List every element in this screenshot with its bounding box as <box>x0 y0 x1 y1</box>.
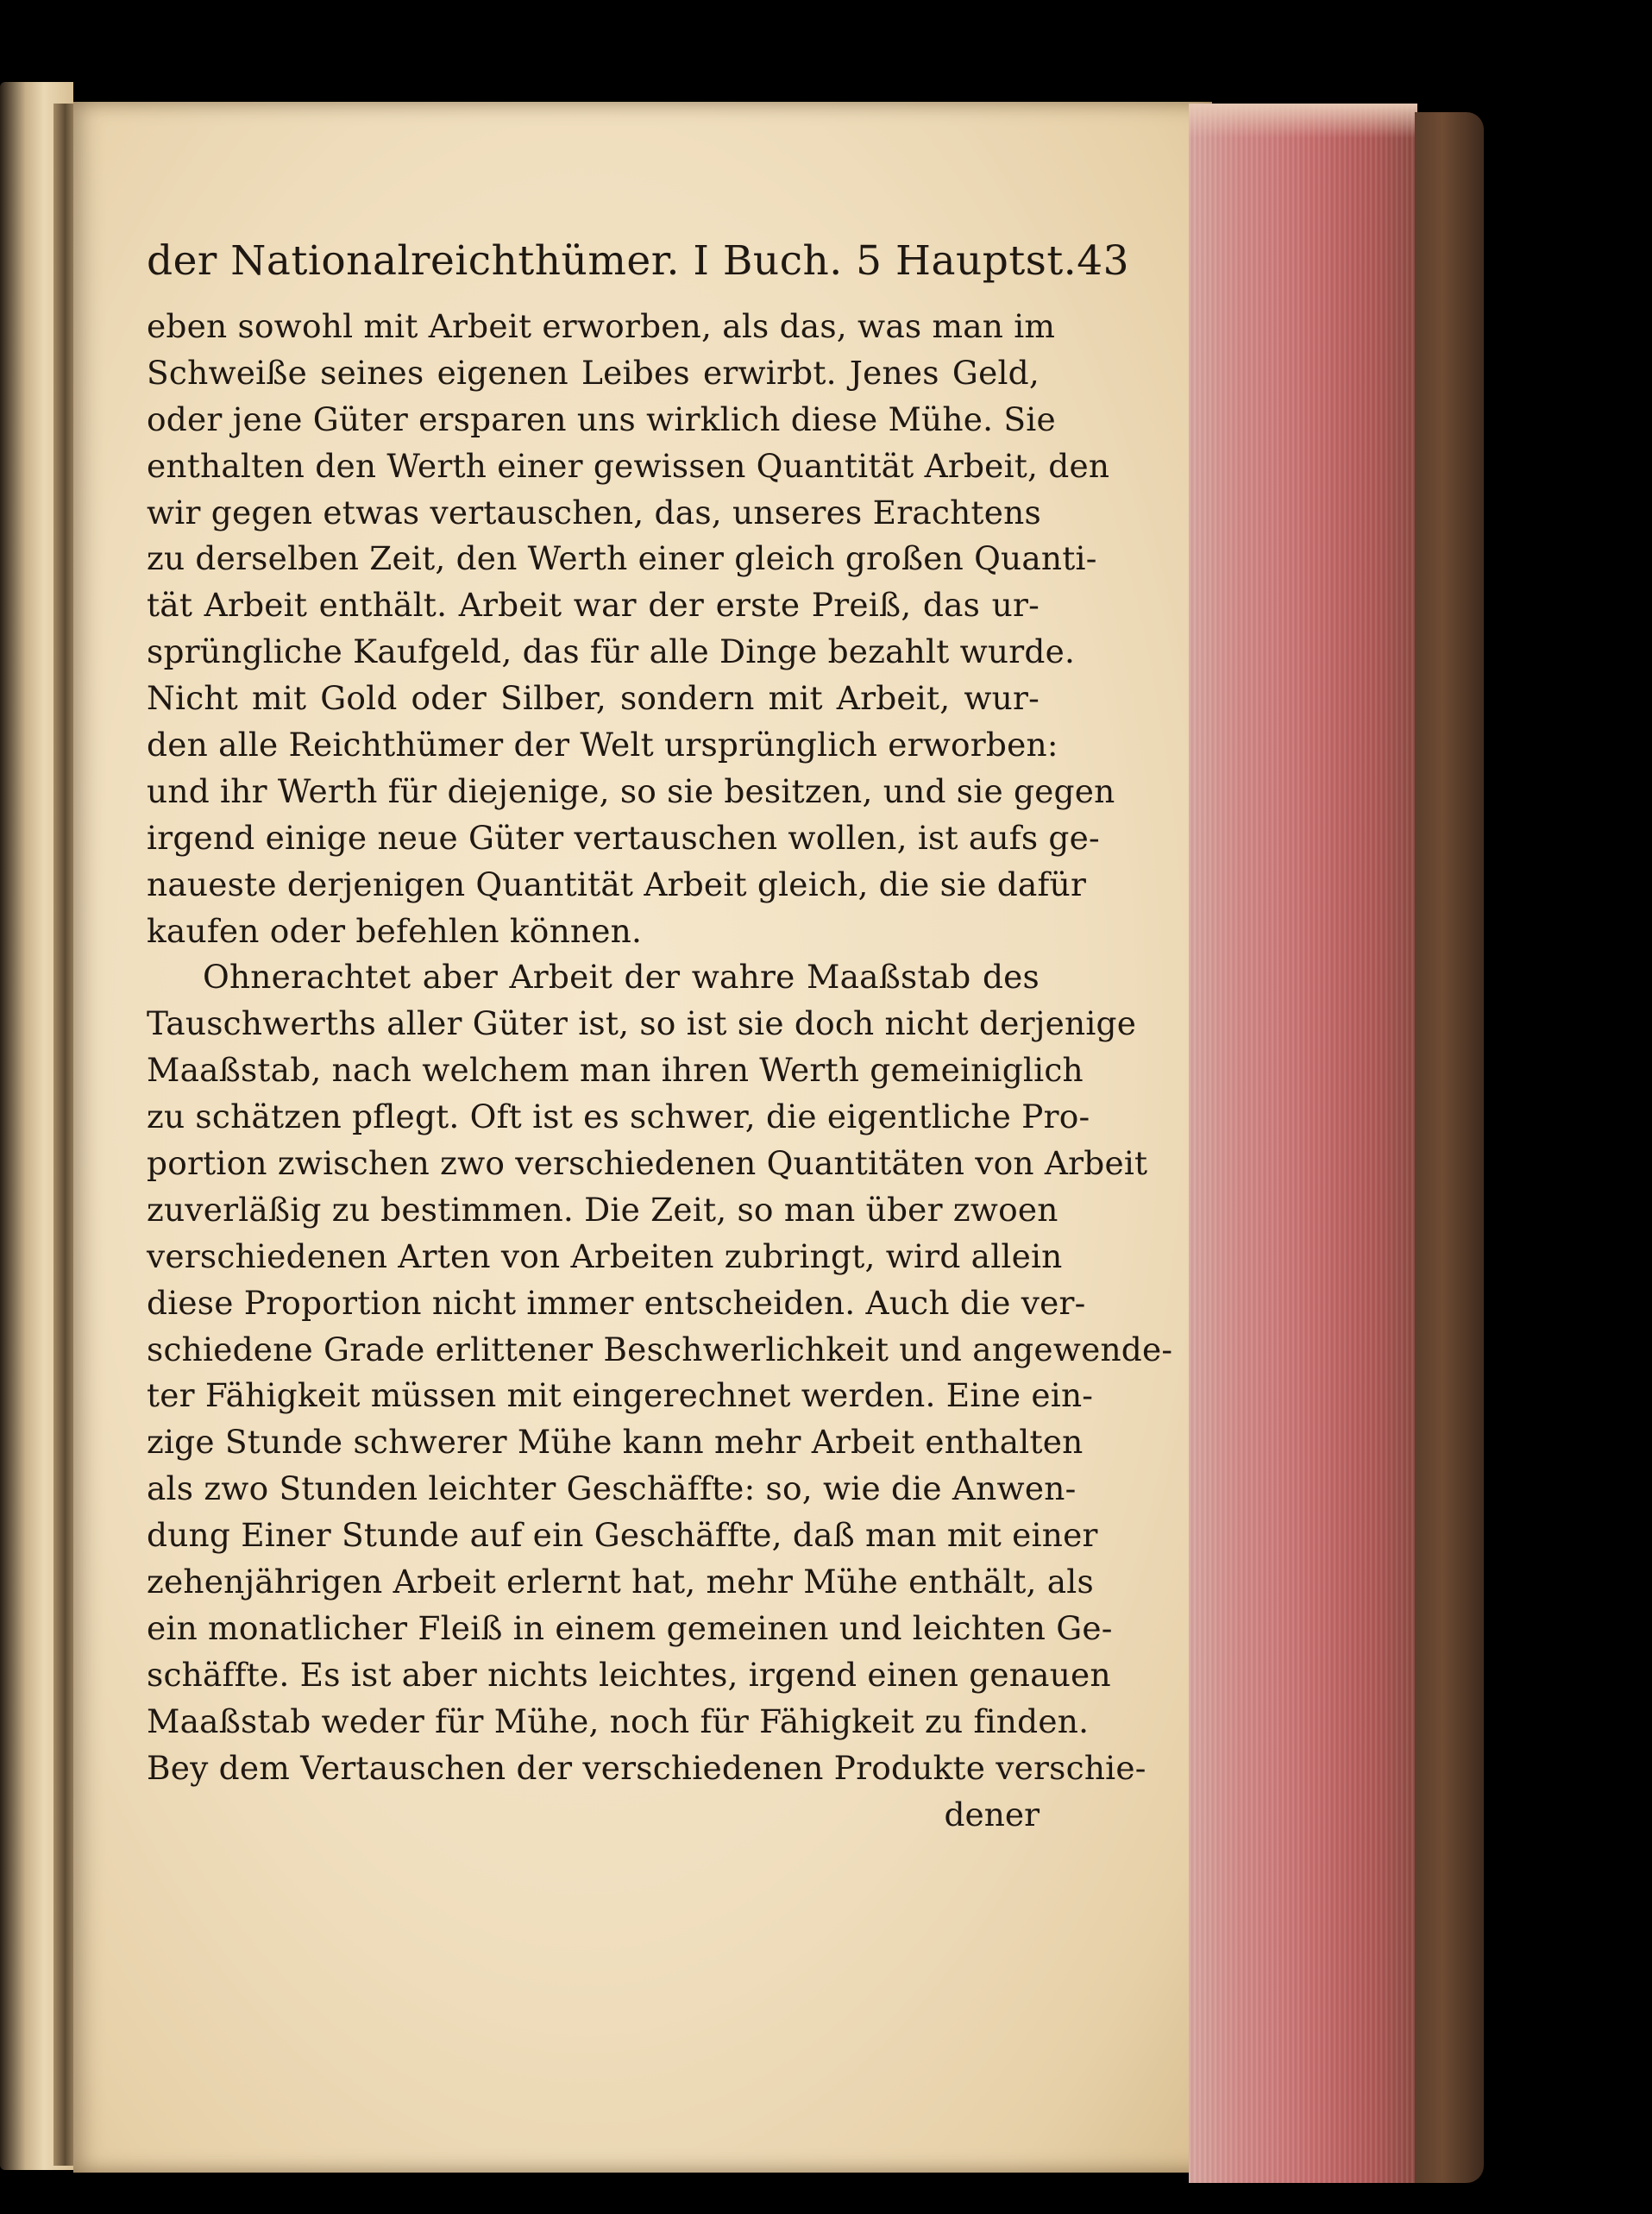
page-number: 43 <box>1077 237 1130 285</box>
page-block-edge-top <box>1189 104 1417 138</box>
text-line: den alle Reichthümer der Welt ursprünglich erworben: <box>147 726 1058 764</box>
text-line: als zwo Stunden leichter Geschäffte: so, wie die Anwen- <box>147 1469 1077 1508</box>
text-line: verschiedenen Arten von Arbeiten zubringt, wird allein <box>147 1236 1063 1275</box>
text-line: Maaßstab weder für Mühe, noch für Fähigkeit zu finden. <box>147 1701 1090 1740</box>
catchword: dener <box>944 1795 1040 1833</box>
text-line: kaufen oder befehlen können. <box>147 911 643 950</box>
text-line: Tauschwerths aller Güter ist, so ist sie doch nicht derjenige <box>147 1004 1137 1043</box>
text-line: oder jene Güter ersparen uns wirklich diese Mühe. Sie <box>147 399 1056 438</box>
text-line: enthalten den Werth einer gewissen Quantität Arbeit, den <box>147 446 1110 485</box>
text-line: Maaßstab, nach welchem man ihren Werth gemeiniglich <box>147 1051 1084 1090</box>
body-text <box>147 304 1173 1792</box>
page-block-edge <box>1189 104 1417 2183</box>
running-title: der Nationalreichthümer. I Buch. 5 Hauptst. <box>147 237 1077 285</box>
text-line: dung Einer Stunde auf ein Geschäffte, daß man mit einer <box>147 1516 1098 1555</box>
text-line: eben sowohl mit Arbeit erworben, als das, was man im <box>147 307 1056 345</box>
text-line: und ihr Werth für diejenige, so sie besitzen, und sie gegen <box>147 771 1115 810</box>
text-line: schiedene Grade erlittener Beschwerlichkeit und angewende- <box>147 1330 1173 1368</box>
text-line: tät Arbeit enthält. Arbeit war der erste Preiß, das ur- <box>147 586 1040 625</box>
text-line: Ohnerachtet aber Arbeit der wahre Maaßstab des <box>203 958 1040 997</box>
text-line: zu derselben Zeit, den Werth einer gleich großen Quanti- <box>147 539 1097 578</box>
text-line: sprüngliche Kaufgeld, das für alle Dinge bezahlt wurde. <box>147 632 1076 671</box>
text-line: Schweiße seines eigenen Leibes erwirbt. Jenes Geld, <box>147 353 1040 392</box>
text-line: Nicht mit Gold oder Silber, sondern mit Arbeit, wur- <box>147 679 1040 718</box>
text-line: naueste derjenigen Quantität Arbeit gleich, die sie dafür <box>147 865 1087 903</box>
text-line: diese Proportion nicht immer entscheiden. Auch die ver- <box>147 1283 1086 1322</box>
text-line: wir gegen etwas vertauschen, das, unseres Erachtens <box>147 493 1041 531</box>
text-line: schäffte. Es ist aber nichts leichtes, irgend einen genauen <box>147 1655 1111 1694</box>
text-line: ter Fähigkeit müssen mit eingerechnet werden. Eine ein- <box>147 1376 1094 1415</box>
text-line: portion zwischen zwo verschiedenen Quantitäten von Arbeit <box>147 1144 1148 1183</box>
text-line: ein monatlicher Fleiß in einem gemeinen und leichten Ge- <box>147 1608 1113 1647</box>
book-cover-edge <box>1415 112 1484 2183</box>
page-header <box>147 231 1130 292</box>
text-line: irgend einige neue Güter vertauschen wollen, ist aufs ge- <box>147 818 1100 857</box>
text-line: zehenjährigen Arbeit erlernt hat, mehr Mühe enthält, als <box>147 1563 1094 1601</box>
text-line: zuverläßig zu bestimmen. Die Zeit, so man über zwoen <box>147 1190 1058 1229</box>
text-line: zige Stunde schwerer Mühe kann mehr Arbeit enthalten <box>147 1423 1084 1462</box>
text-line: Bey dem Vertauschen der verschiedenen Produkte verschie- <box>147 1748 1146 1787</box>
page-text <box>147 231 1173 1838</box>
text-line: zu schätzen pflegt. Oft ist es schwer, die eigentliche Pro- <box>147 1098 1090 1136</box>
